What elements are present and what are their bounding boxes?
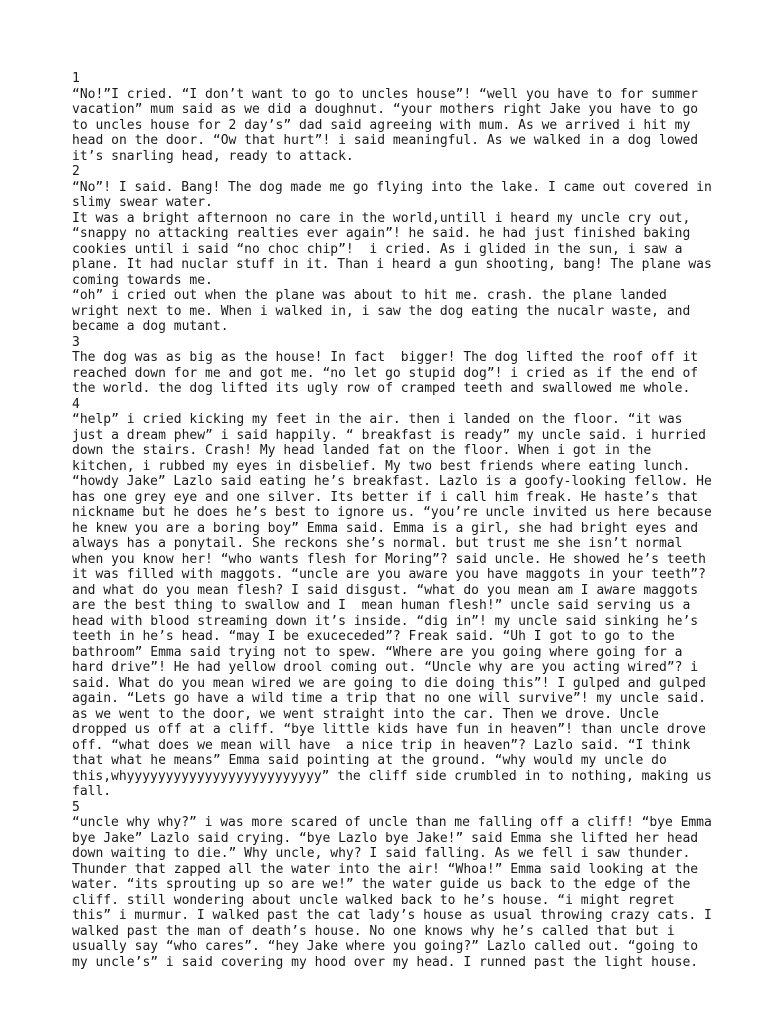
text-line: cookies until i said “no choc chip”! i cried. As i glided in the sun, i saw a <box>72 241 683 257</box>
text-line: “oh” i cried out when the plane was about to hit me. crash. the plane landed <box>72 288 667 303</box>
text-line: “snappy no attacking realties ever again”! he said. he had just finished baking <box>72 226 691 241</box>
text-line: cliff. still wondering about uncle walked back to he’s house. “i might regret <box>72 892 675 908</box>
text-line: this” i murmur. I walked past the cat lady’s house as usual throwing crazy cats. I <box>72 908 712 923</box>
text-line: became a dog mutant. <box>72 319 229 334</box>
text-line: coming towards me. <box>72 272 213 288</box>
text-line: water. “its sprouting up so are we!” the water guide us back to the edge of the <box>72 877 691 892</box>
text-line: “No”! I said. Bang! The dog made me go flying into the lake. I came out covered in <box>72 179 712 195</box>
text-line: “help” i cried kicking my feet in the air. then i landed on the floor. “it was <box>72 412 683 427</box>
text-line: are the best thing to swallow and I mean human flesh!” uncle said serving us a <box>72 598 691 613</box>
text-line: “howdy Jake” Lazlo said eating he’s breakfast. Lazlo is a goofy-looking fellow. He <box>72 474 712 489</box>
text-line: said. What do you mean wired we are going to die doing this”! I gulped and gulped <box>72 675 706 691</box>
text-line: just a dream phew” i said happily. “ breakfast is ready” my uncle said. i hurried <box>72 427 706 443</box>
text-line: slimy swear water. <box>72 195 213 210</box>
text-line: down the stairs. Crash! My head landed fat on the floor. When i got in the <box>72 443 652 458</box>
section-number: 4 <box>72 396 80 412</box>
text-line: that what he means” Emma said pointing at the ground. “why would my uncle do <box>72 753 667 768</box>
text-line: has one grey eye and one silver. Its better if i call him freak. He haste’s that <box>72 489 699 505</box>
text-line: plane. It had nuclar stuff in it. Than i heard a gun shooting, bang! The plane was <box>72 257 712 272</box>
text-line: this,whyyyyyyyyyyyyyyyyyyyyyyyyy” the cliff side crumbled in to nothing, making us <box>72 768 712 784</box>
text-line: to uncles house for 2 day’s” dad said agreeing with mum. As we arrived i hit my <box>72 117 691 133</box>
text-line: off. “what does we mean will have a nice trip in heaven”? Lazlo said. “I think <box>72 737 691 753</box>
text-line: walked past the man of death’s house. No one knows why he’s called that but i <box>72 923 675 939</box>
text-line: when you know her! “who wants flesh for Moring”? said uncle. He showed he’s teeth <box>72 551 706 567</box>
text-line: bathroom” Emma said trying not to spew. “Where are you going where going for a <box>72 644 683 660</box>
text-line: as we went to the door, we went straight into the car. Then we drove. Uncle <box>72 706 659 722</box>
text-line: “No!”I cried. “I don’t want to go to uncles house”! “well you have to for summer <box>72 86 699 102</box>
text-line: vacation” mum said as we did a doughnut. “your mothers right Jake you have to go <box>72 102 699 117</box>
section-number: 5 <box>72 799 80 815</box>
text-line: head on the door. “Ow that hurt”! i said meaningful. As we walked in a dog lowed <box>72 133 699 148</box>
text-line: It was a bright afternoon no care in the world,untill i heard my uncle cry out, <box>72 210 691 226</box>
section-number: 3 <box>72 334 80 350</box>
text-line: my uncle’s” i said covering my hood over my head. I runned past the light house. <box>72 954 699 970</box>
text-line: head with blood streaming down it’s inside. “dig in”! my uncle said sinking he’s <box>72 613 699 629</box>
text-line: kitchen, i rubbed my eyes in disbelief. My two best friends where eating lunch. <box>72 458 691 474</box>
text-line: again. “Lets go have a wild time a trip that no one will survive”! my uncle said. <box>72 691 706 706</box>
text-line: hard drive”! He had yellow drool coming out. “Uncle why are you acting wired”? i <box>72 660 699 675</box>
text-line: dropped us off at a cliff. “bye little kids have fun in heaven”! than uncle drove <box>72 722 706 737</box>
text-line: The dog was as big as the house! In fact bigger! The dog lifted the roof off it <box>72 350 699 365</box>
text-line: reached down for me and got me. “no let go stupid dog”! i cried as if the end of <box>72 365 699 381</box>
text-line: and what do you mean flesh? I said disgust. “what do you mean am I aware maggots <box>72 582 699 598</box>
text-line: bye Jake” Lazlo said crying. “bye Lazlo bye Jake!” said Emma she lifted her head <box>72 830 699 846</box>
text-line: Thunder that zapped all the water into the air! “Whoa!” Emma said looking at the <box>72 861 699 877</box>
story-text <box>72 71 712 970</box>
text-line: it’s snarling head, ready to attack. <box>72 148 354 164</box>
text-line: wright next to me. When i walked in, i saw the dog eating the nucalr waste, and <box>72 303 691 319</box>
text-line: the world. the dog lifted its ugly row of cramped teeth and swallowed me whole. <box>72 381 691 396</box>
section-number: 1 <box>72 71 80 86</box>
text-line: fall. <box>72 784 112 799</box>
text-line: it was filled with maggots. “uncle are you aware you have maggots in your teeth”? <box>72 567 706 582</box>
text-line: down waiting to die.” Why uncle, why? I said falling. As we fell i saw thunder. <box>72 846 691 861</box>
text-line: always has a ponytail. She reckons she’s normal. but trust me she isn’t normal <box>72 536 683 551</box>
text-line: “uncle why why?” i was more scared of uncle than me falling off a cliff! “bye Emma <box>72 815 712 830</box>
text-line: teeth in he’s head. “may I be exuceceded”? Freak said. “Uh I got to go to the <box>72 629 675 644</box>
text-line: usually say “who cares”. “hey Jake where you going?” Lazlo called out. “going to <box>72 939 699 954</box>
text-line: he knew you are a boring boy” Emma said. Emma is a girl, she had bright eyes and <box>72 520 699 536</box>
text-line: nickname but he does he’s best to ignore us. “you’re uncle invited us here because <box>72 505 712 520</box>
section-number: 2 <box>72 164 80 179</box>
